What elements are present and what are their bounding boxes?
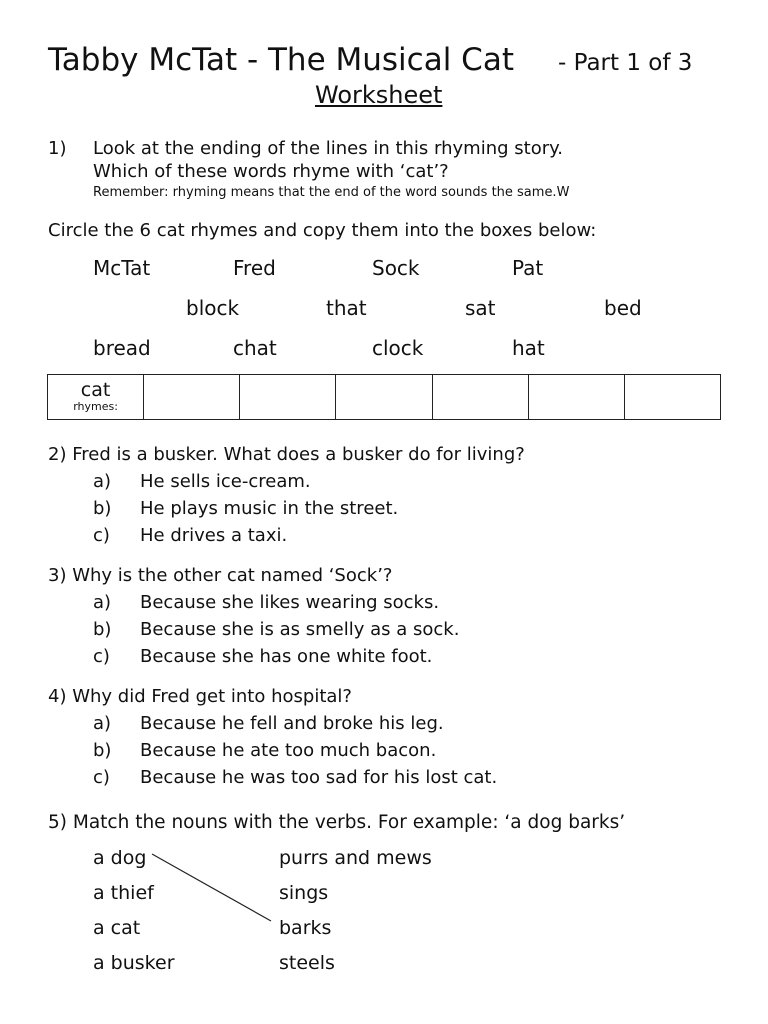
rhyme-word[interactable]: Fred: [233, 256, 276, 280]
rhyme-word[interactable]: McTat: [93, 256, 151, 280]
part-indicator: - Part 1 of 3: [558, 50, 693, 76]
question-1-line-1: Look at the ending of the lines in this rhyming story.: [93, 138, 563, 159]
rhymes-label: rhymes:: [73, 400, 118, 413]
worksheet-subtitle: Worksheet: [315, 81, 443, 109]
option-letter: c): [93, 525, 110, 546]
answer-option[interactable]: Because she likes wearing socks.: [140, 592, 440, 613]
verb-item[interactable]: sings: [279, 882, 329, 904]
rhyme-word[interactable]: block: [186, 296, 240, 320]
rhyme-word[interactable]: chat: [233, 336, 277, 360]
option-letter: b): [93, 498, 112, 519]
verb-item[interactable]: barks: [279, 917, 332, 939]
question-3: 3) Why is the other cat named ‘Sock’?: [48, 565, 393, 586]
option-letter: a): [93, 592, 112, 613]
rhyme-word[interactable]: hat: [512, 336, 545, 360]
rhyme-word[interactable]: bread: [93, 336, 151, 360]
option-letter: a): [93, 471, 112, 492]
noun-item[interactable]: a dog: [93, 847, 147, 869]
option-letter: c): [93, 767, 110, 788]
answer-option[interactable]: Because she has one white foot.: [140, 646, 433, 667]
answer-option[interactable]: He drives a taxi.: [140, 525, 288, 546]
question-2: 2) Fred is a busker. What does a busker do for living?: [48, 444, 525, 465]
answer-option[interactable]: Because he fell and broke his leg.: [140, 713, 444, 734]
answer-option[interactable]: Because he was too sad for his lost cat.: [140, 767, 498, 788]
answer-option[interactable]: Because she is as smelly as a sock.: [140, 619, 460, 640]
noun-item[interactable]: a busker: [93, 952, 175, 974]
rhyme-word[interactable]: that: [326, 296, 367, 320]
answer-option[interactable]: Because he ate too much bacon.: [140, 740, 437, 761]
verb-item[interactable]: steels: [279, 952, 335, 974]
option-letter: b): [93, 619, 112, 640]
rhyme-word[interactable]: clock: [372, 336, 424, 360]
noun-item[interactable]: a thief: [93, 882, 154, 904]
option-letter: c): [93, 646, 110, 667]
question-1-line-2: Which of these words rhyme with ‘cat’?: [93, 161, 449, 182]
question-5: 5) Match the nouns with the verbs. For example: ‘a dog barks’: [48, 812, 626, 833]
rhyme-word[interactable]: sat: [465, 296, 496, 320]
answer-option[interactable]: He sells ice-cream.: [140, 471, 311, 492]
option-letter: a): [93, 713, 112, 734]
verb-item[interactable]: purrs and mews: [279, 847, 432, 869]
worksheet-title: Tabby McTat - The Musical Cat: [48, 42, 514, 78]
rhyme-word[interactable]: bed: [604, 296, 642, 320]
question-1-reminder: Remember: rhyming means that the end of the word sounds the same.W: [93, 185, 570, 200]
question-1-instruction: Circle the 6 cat rhymes and copy them into the boxes below:: [48, 220, 597, 241]
option-letter: b): [93, 740, 112, 761]
question-1-number: 1): [48, 138, 67, 159]
rhyme-word[interactable]: Sock: [372, 256, 420, 280]
cat-label: cat: [80, 379, 111, 401]
answer-option[interactable]: He plays music in the street.: [140, 498, 399, 519]
rhyme-word[interactable]: Pat: [512, 256, 544, 280]
noun-item[interactable]: a cat: [93, 917, 141, 939]
question-4: 4) Why did Fred get into hospital?: [48, 686, 352, 707]
